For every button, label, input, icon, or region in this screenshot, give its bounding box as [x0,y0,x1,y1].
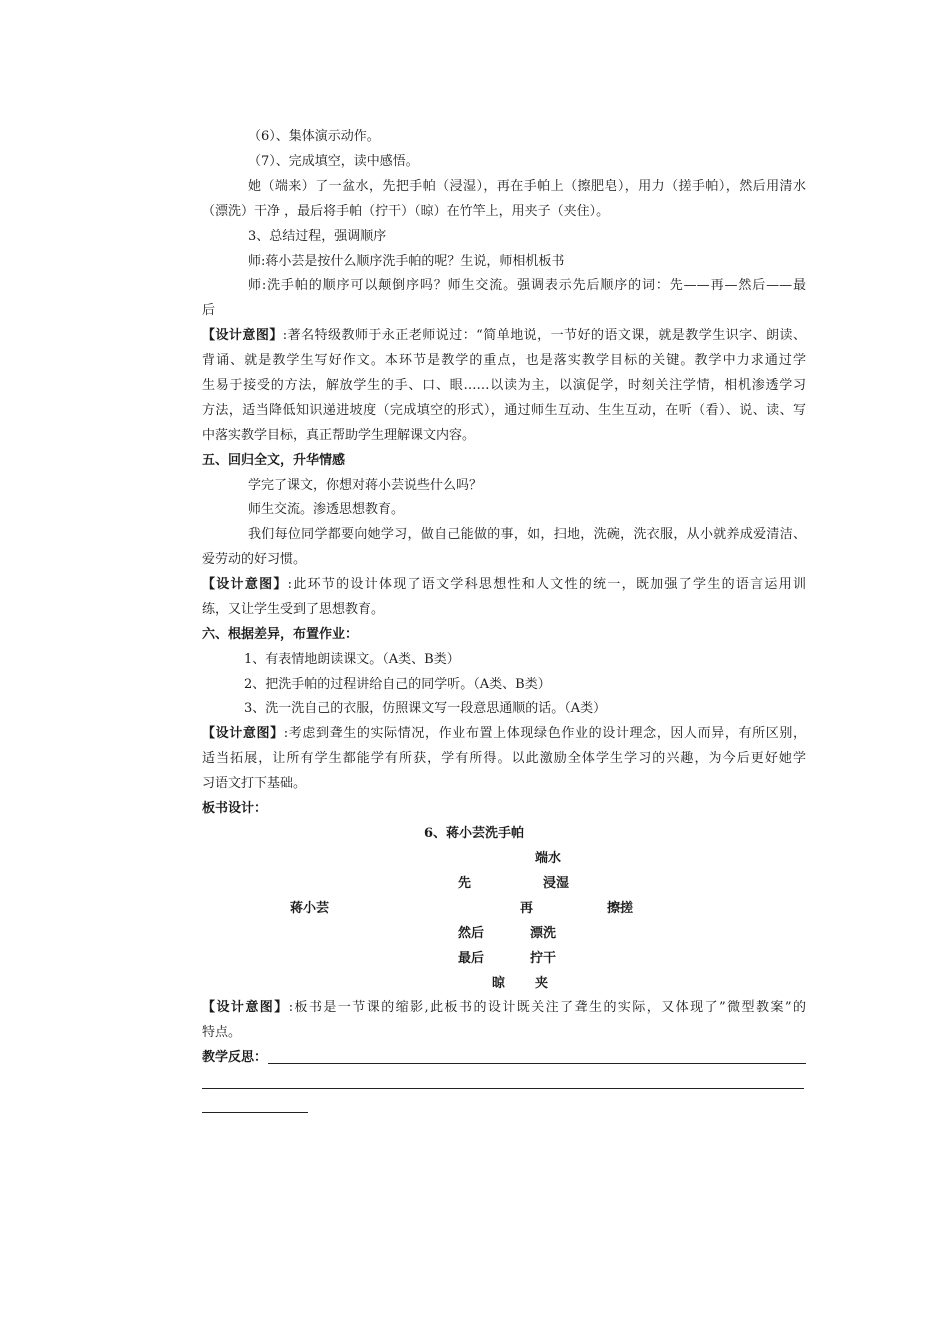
board-word-piaoxi: 漂洗 [530,926,557,941]
design-intent-3-line-2: 适当拓展，让所有学生都能学有所获，学有所得。以此激励全体学生学习的兴趣，为今后更好她学 [202,751,806,766]
design-intent-label: 【设计意图】 [202,1000,289,1015]
design-intent-2-line-1: 【设计意图】:此环节的设计体现了语文学科思想性和人文性的统一，既加强了学生的语言运用训 [202,577,806,592]
reflection-blank-line-1 [268,1063,806,1064]
teacher-line-2-cont: 后 [202,303,216,318]
homework-item-3: 3、洗一洗自己的衣服，仿照课文写一段意思通顺的话。（A类） [244,701,607,716]
board-word-name: 蒋小芸 [290,901,330,916]
teaching-reflection-label: 教学反思： [202,1050,268,1065]
board-word-ninggan: 拧干 [530,951,557,966]
section-5-paragraph-line-1: 我们每位同学都要向她学习，做自己能做的事，如，扫地，洗碗，洗衣服，从小就养成爱清洁、 [248,527,806,542]
board-word-cacuo: 擦搓 [607,901,634,916]
design-intent-1-line-4: 方法，适当降低知识递进坡度（完成填空的形式），通过师生互动、生生互动，在听（看）、说、读、写 [202,403,806,418]
design-intent-label: 【设计意图】 [202,328,283,343]
teacher-line-1: 师:蒋小芸是按什么顺序洗手帕的呢？生说，师相机板书 [248,254,565,269]
design-intent-1-line-2: 背诵、就是教学生写好作文。本环节是教学的重点，也是落实教学目标的关键。教学中力求通过学 [202,353,806,368]
design-intent-label: 【设计意图】 [202,577,288,592]
board-word-jinshi: 浸湿 [543,876,570,891]
board-word-zai: 再 [520,901,534,916]
board-word-zuihou: 最后 [458,951,485,966]
homework-item-1: 1、有表情地朗读课文。（A类、B类） [244,652,460,667]
section-5-paragraph-line-2: 爱劳动的好习惯。 [202,552,307,567]
design-intent-1-line-5: 中落实教学目标，真正帮助学生理解课文内容。 [202,428,476,443]
step-6-line: （6）、集体演示动作。 [248,129,380,144]
board-word-ranhou: 然后 [458,926,485,941]
section-5-exchange: 师生交流。渗透思想教育。 [248,502,405,517]
design-intent-label: 【设计意图】 [202,726,284,741]
section-5-question: 学完了课文，你想对蒋小芸说些什么吗？ [248,478,483,493]
board-word-xian: 先 [458,876,472,891]
board-word-jia: 夹 [535,976,549,991]
step-7-line: （7）、完成填空，读中感悟。 [248,154,419,169]
design-intent-3-line-1: 【设计意图】:考虑到聋生的实际情况，作业布置上体现绿色作业的设计理念，因人而异，有所区别， [202,726,806,741]
reflection-blank-line-2 [202,1088,804,1089]
board-word-duanshui: 端水 [535,851,562,866]
design-intent-3-line-3: 习语文打下基础。 [202,776,307,791]
design-intent-4-line-1: 【设计意图】:板书是一节课的缩影,此板书的设计既关注了聋生的实际，又体现了”微型教案”的 [202,1000,806,1015]
section-6-heading: 六、根据差异，布置作业： [202,627,359,642]
homework-item-2: 2、把洗手帕的过程讲给自己的同学听。（A类、B类） [244,677,551,692]
reflection-blank-line-3 [202,1112,308,1113]
design-intent-2-line-2: 练，又让学生受到了思想教育。 [202,602,385,617]
design-intent-1-line-3: 生易于接受的方法，解放学生的手、口、眼……以读为主，以演促学，时刻关注学情，相机渗透学习 [202,378,806,393]
board-design-heading: 板书设计： [202,801,268,816]
design-intent-1-line-1: 【设计意图】:著名特级教师于永正老师说过：“简单地说，一节好的语文课，就是教学生识字、朗读、 [202,328,806,343]
board-title: 6、蒋小芸洗手帕 [424,826,525,841]
teacher-line-2: 师:洗手帕的顺序可以颠倒序吗？师生交流。强调表示先后顺序的词：先——再—然后——最 [248,278,806,293]
section-5-heading: 五、回归全文，升华情感 [202,453,346,468]
fill-blank-line-1: 她（端来）了一盆水，先把手帕（浸湿），再在手帕上（擦肥皂），用力（搓手帕），然后用清水 [248,179,806,194]
summary-step-3: 3、总结过程，强调顺序 [248,229,387,244]
fill-blank-line-2: （漂洗）干净 ，最后将手帕（拧干）（晾）在竹竿上，用夹子（夹住）。 [202,204,610,219]
design-intent-4-line-2: 特点。 [202,1025,242,1040]
board-word-liang: 晾 [492,976,506,991]
